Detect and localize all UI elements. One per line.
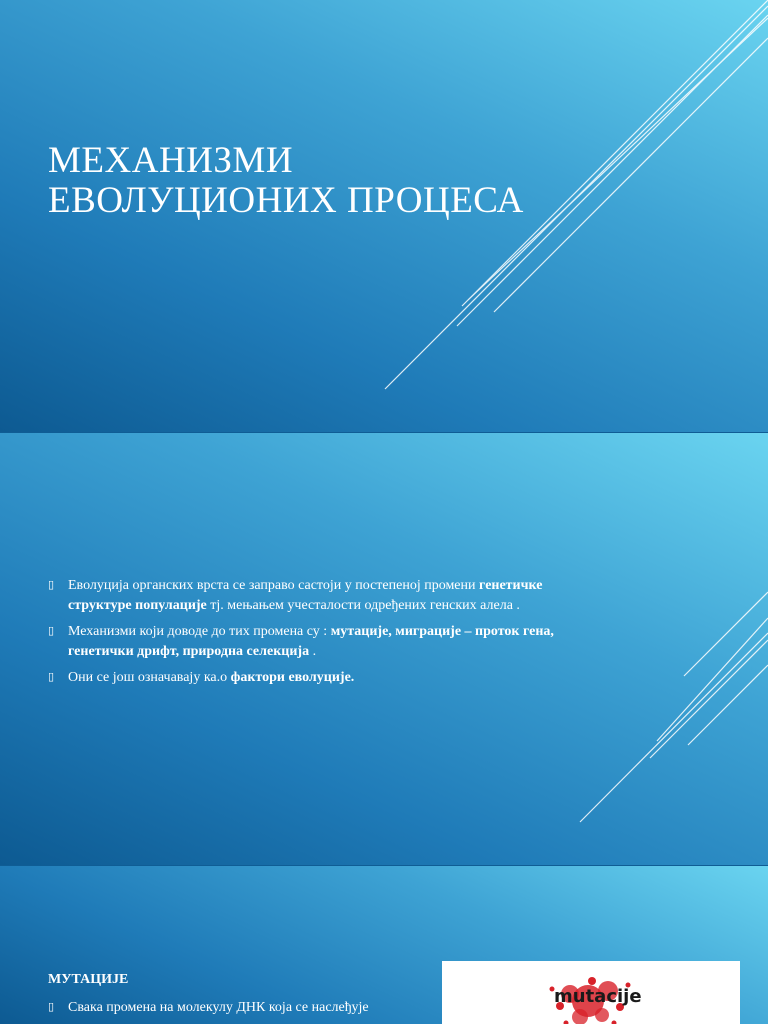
bullet-icon: ▯: [48, 625, 55, 637]
bullet-text-tail: тј. мењањем учесталости одређених генских алела .: [206, 597, 520, 613]
list-item: [48, 576, 608, 615]
deco-line-5: [494, 38, 768, 312]
section-heading: МУТАЦИЈЕ: [48, 972, 129, 987]
bullet-text: Свака промена на молекулу ДНК која се наслеђује: [68, 1000, 369, 1015]
content-slide: [0, 433, 768, 865]
title-slide: [0, 0, 768, 432]
deco-line-2: [650, 640, 768, 758]
bullet-bold-text: мутације, миграције – проток гена, генетички дрифт, природна селекција: [68, 624, 554, 659]
deco-line-5: [688, 665, 768, 745]
bullet-icon: ▯: [48, 1001, 55, 1013]
list-item: [48, 998, 448, 1017]
list-item: [48, 622, 608, 661]
deco-line-4: [684, 592, 768, 676]
bullet-bold-text: генетичке структуре популације: [68, 578, 543, 613]
mutations-slide: [0, 866, 768, 1024]
bullet-icon: ▯: [48, 671, 55, 683]
bullet-text: Механизми који доводе до тих промена су :: [68, 624, 331, 639]
deco-line-1: [580, 633, 768, 822]
title-line-1: МЕХАНИЗМИ: [48, 140, 294, 181]
bullet-list: [48, 998, 448, 1017]
title-line-2: ЕВОЛУЦИОНИХ ПРОЦЕСА: [48, 180, 524, 221]
list-item: [48, 668, 608, 688]
bullet-icon: ▯: [48, 579, 55, 591]
bullet-text: Еволуција органских врста се заправо састоји у постепеној промени: [68, 578, 480, 593]
image-label: mutacije: [554, 986, 642, 1007]
mutation-image: [442, 961, 740, 1024]
slide-title: [48, 141, 524, 221]
bullet-list: [48, 576, 608, 695]
bullet-text-tail: .: [309, 643, 317, 659]
deco-line-3: [657, 618, 768, 741]
bullet-text: Они се још означавају ка.о: [68, 670, 231, 685]
bullet-bold-text: фактори еволуције.: [230, 670, 355, 685]
